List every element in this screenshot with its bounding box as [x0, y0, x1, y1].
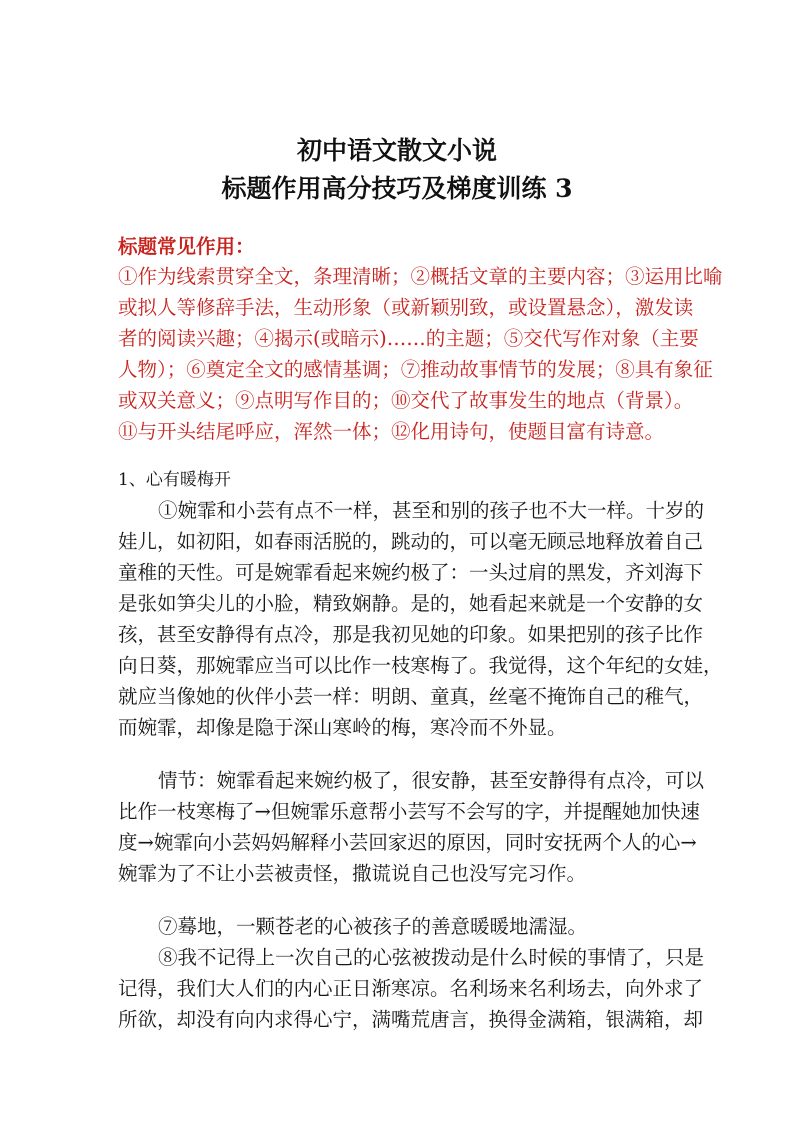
common-functions-line: 或双关意义；⑨点明写作目的；⑩交代了故事发生的地点（背景）。: [118, 389, 694, 412]
paragraph-line: 娃儿，如初阳，如春雨活脱的，跳动的，可以毫无顾忌地释放着自己: [118, 530, 704, 553]
paragraph-line: 孩，甚至安静得有点冷，那是我初见她的印象。如果把别的孩子比作: [118, 623, 704, 646]
common-functions-heading: 标题常见作用：: [118, 235, 255, 258]
common-functions-line: 人物）；⑥奠定全文的感情基调；⑦推动故事情节的发展；⑧具有象征: [118, 358, 713, 381]
paragraph-line: 而婉霏，却像是隐于深山寒岭的梅，寒冷而不外显。: [118, 716, 567, 739]
common-functions-line: ①作为线索贯穿全文，条理清晰；②概括文章的主要内容；③运用比喻: [118, 265, 723, 288]
plot-summary-line: 婉霏为了不让小芸被责怪，撒谎说自己也没写完习作。: [118, 862, 587, 885]
paragraph-line: 是张如笋尖儿的小脸，精致娴静。是的，她看起来就是一个安静的女: [118, 592, 704, 615]
paragraph-line: ⑧我不记得上一次自己的心弦被拨动是什么时候的事情了，只是: [158, 946, 705, 969]
common-functions-line: ⑪与开头结尾呼应，浑然一体；⑫化用诗句，使题目富有诗意。: [118, 420, 665, 443]
document-title-line-2: 标题作用高分技巧及梯度训练 3: [221, 174, 573, 203]
common-functions-line: 者的阅读兴趣；④揭示(或暗示)……的主题；⑤交代写作对象（主要: [118, 327, 699, 350]
plot-summary-line: 情节：婉霏看起来婉约极了，很安静，甚至安静得有点冷，可以: [158, 769, 705, 792]
paragraph-line: ⑦蓦地，一颗苍老的心被孩子的善意暖暖地濡湿。: [158, 915, 588, 938]
paragraph-line: 就应当像她的伙伴小芸一样：明朗、童真，丝毫不掩饰自己的稚气，: [118, 685, 704, 708]
section-heading: 1、心有暖梅开: [118, 470, 231, 490]
plot-summary-line: 度→婉霏向小芸妈妈解释小芸回家迟的原因，同时安抚两个人的心→: [118, 831, 697, 854]
paragraph-line: 所欲，却没有向内求得心宁，满嘴荒唐言，换得金满箱，银满箱，却: [118, 1008, 704, 1031]
paragraph-line: ①婉霏和小芸有点不一样，甚至和别的孩子也不大一样。十岁的: [158, 499, 705, 522]
paragraph-line: 向日葵，那婉霏应当可以比作一枝寒梅了。我觉得，这个年纪的女娃，: [118, 654, 723, 677]
document-title-line-1: 初中语文散文小说: [296, 136, 497, 165]
paragraph-line: 童稚的天性。可是婉霏看起来婉约极了：一头过肩的黑发，齐刘海下: [118, 561, 704, 584]
paragraph-line: 记得，我们大人们的内心正日渐寒凉。名利场来名利场去，向外求了: [118, 977, 704, 1000]
common-functions-line: 或拟人等修辞手法，生动形象（或新颖别致，或设置悬念），激发读: [118, 296, 694, 319]
plot-summary-line: 比作一枝寒梅了→但婉霏乐意帮小芸写不会写的字，并提醒她加快速: [118, 800, 700, 823]
